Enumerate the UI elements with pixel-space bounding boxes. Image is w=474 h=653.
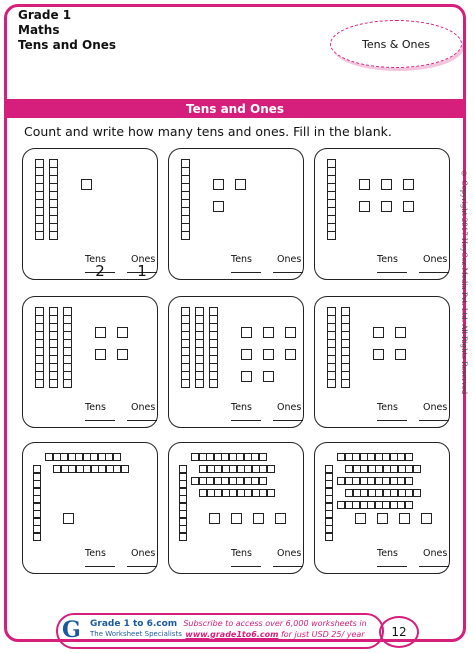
tens-label: Tens bbox=[231, 548, 253, 559]
one-cube bbox=[253, 513, 264, 524]
brand-logo-icon: G bbox=[62, 617, 81, 643]
ones-answer-line bbox=[419, 566, 449, 567]
problem-panel bbox=[168, 148, 304, 280]
ten-rod-cube bbox=[63, 379, 72, 388]
one-cube bbox=[241, 371, 252, 382]
promo-line-1: Subscribe to access over 6,000 worksheets in bbox=[183, 619, 367, 628]
one-cube bbox=[381, 179, 392, 190]
one-cube bbox=[381, 201, 392, 212]
tens-label: Tens bbox=[85, 254, 107, 265]
tens-label: Tens bbox=[231, 402, 253, 413]
ones-label: Ones bbox=[131, 548, 156, 559]
ten-rod-cube bbox=[413, 465, 421, 473]
ten-rod-cube bbox=[267, 465, 275, 473]
ten-rod-cube bbox=[113, 453, 121, 461]
problem-panel bbox=[22, 296, 158, 428]
problem-panel bbox=[22, 148, 158, 280]
tens-label: Tens bbox=[377, 254, 399, 265]
one-cube bbox=[275, 513, 286, 524]
ten-rod-cube bbox=[325, 533, 333, 541]
one-cube bbox=[377, 513, 388, 524]
tens-answer-line bbox=[85, 566, 115, 567]
ones-answer-line bbox=[127, 566, 157, 567]
ten-rod-cube bbox=[121, 465, 129, 473]
one-cube bbox=[81, 179, 92, 190]
one-cube bbox=[263, 327, 274, 338]
tens-answer[interactable]: 2 bbox=[95, 262, 105, 280]
ones-label: Ones bbox=[423, 402, 448, 413]
grade-label: Grade 1 bbox=[18, 8, 72, 22]
ten-rod-cube bbox=[405, 477, 413, 485]
one-cube bbox=[231, 513, 242, 524]
tens-label: Tens bbox=[85, 402, 107, 413]
problem-panel bbox=[314, 148, 450, 280]
brand-name[interactable]: Grade 1 to 6.com bbox=[90, 619, 178, 629]
ones-label: Ones bbox=[277, 254, 302, 265]
ones-answer-line bbox=[273, 566, 303, 567]
problem-panel bbox=[314, 296, 450, 428]
one-cube bbox=[241, 349, 252, 360]
one-cube bbox=[421, 513, 432, 524]
one-cube bbox=[117, 349, 128, 360]
brand-tagline: The Worksheet Specialists bbox=[90, 630, 182, 638]
one-cube bbox=[213, 201, 224, 212]
ten-rod-cube bbox=[49, 231, 58, 240]
one-cube bbox=[285, 327, 296, 338]
one-cube bbox=[235, 179, 246, 190]
ten-rod-cube bbox=[267, 489, 275, 497]
one-cube bbox=[263, 371, 274, 382]
one-cube bbox=[241, 327, 252, 338]
ten-rod-cube bbox=[33, 533, 41, 541]
ten-rod-cube bbox=[181, 379, 190, 388]
one-cube bbox=[359, 201, 370, 212]
one-cube bbox=[403, 201, 414, 212]
problem-panel bbox=[22, 442, 158, 574]
one-cube bbox=[95, 327, 106, 338]
subject-label: Maths bbox=[18, 23, 60, 37]
one-cube bbox=[213, 179, 224, 190]
ten-rod-cube bbox=[259, 477, 267, 485]
ones-answer-line bbox=[273, 272, 303, 273]
one-cube bbox=[403, 179, 414, 190]
title-band: Tens and Ones bbox=[7, 99, 463, 118]
ones-label: Ones bbox=[131, 402, 156, 413]
tens-label: Tens bbox=[85, 548, 107, 559]
tens-label: Tens bbox=[377, 548, 399, 559]
one-cube bbox=[399, 513, 410, 524]
topic-badge: Tens & Ones bbox=[330, 20, 462, 68]
ten-rod-cube bbox=[327, 379, 336, 388]
one-cube bbox=[355, 513, 366, 524]
problem-panel bbox=[168, 442, 304, 574]
tens-answer-line bbox=[377, 272, 407, 273]
ones-label: Ones bbox=[277, 548, 302, 559]
ten-rod-cube bbox=[181, 231, 190, 240]
ten-rod-cube bbox=[209, 379, 218, 388]
one-cube bbox=[285, 349, 296, 360]
ten-rod-cube bbox=[341, 379, 350, 388]
tens-answer-line bbox=[377, 420, 407, 421]
tens-answer-line bbox=[85, 420, 115, 421]
ones-answer[interactable]: 1 bbox=[137, 262, 147, 280]
copyright-text: © Copyright 2017 HeyCoz Media Pvt. Ltd. All Rights Reserved bbox=[460, 170, 468, 395]
one-cube bbox=[373, 327, 384, 338]
one-cube bbox=[395, 349, 406, 360]
promo-text bbox=[170, 618, 380, 640]
problem-panel bbox=[168, 296, 304, 428]
tens-answer-line bbox=[231, 566, 261, 567]
one-cube bbox=[95, 349, 106, 360]
tens-label: Tens bbox=[231, 254, 253, 265]
ten-rod-cube bbox=[35, 379, 44, 388]
one-cube bbox=[63, 513, 74, 524]
ten-rod-cube bbox=[413, 489, 421, 497]
one-cube bbox=[117, 327, 128, 338]
one-cube bbox=[263, 349, 274, 360]
one-cube bbox=[373, 349, 384, 360]
ten-rod-cube bbox=[35, 231, 44, 240]
ten-rod-cube bbox=[49, 379, 58, 388]
ones-answer-line bbox=[273, 420, 303, 421]
instruction-text: Count and write how many tens and ones. Fill in the blank. bbox=[24, 124, 392, 139]
ten-rod-cube bbox=[179, 533, 187, 541]
one-cube bbox=[359, 179, 370, 190]
ones-answer-line bbox=[419, 420, 449, 421]
ones-label: Ones bbox=[423, 254, 448, 265]
ten-rod-cube bbox=[405, 501, 413, 509]
promo-line-2: for just USD 25/ year bbox=[278, 630, 365, 639]
ones-answer-line bbox=[127, 420, 157, 421]
promo-link[interactable]: www.grade1to6.com bbox=[185, 630, 279, 639]
one-cube bbox=[209, 513, 220, 524]
ones-label: Ones bbox=[277, 402, 302, 413]
one-cube bbox=[395, 327, 406, 338]
ten-rod-cube bbox=[259, 453, 267, 461]
tens-label: Tens bbox=[377, 402, 399, 413]
ones-label: Ones bbox=[423, 548, 448, 559]
tens-answer-line bbox=[231, 272, 261, 273]
ten-rod-cube bbox=[195, 379, 204, 388]
problem-panel bbox=[314, 442, 450, 574]
ten-rod-cube bbox=[327, 231, 336, 240]
tens-answer-line bbox=[231, 420, 261, 421]
ones-answer-line bbox=[419, 272, 449, 273]
tens-answer-line bbox=[377, 566, 407, 567]
page-number: 12 bbox=[379, 616, 419, 648]
ten-rod-cube bbox=[405, 453, 413, 461]
ones-label: Ones bbox=[131, 254, 156, 265]
topic-label: Tens and Ones bbox=[18, 38, 117, 52]
